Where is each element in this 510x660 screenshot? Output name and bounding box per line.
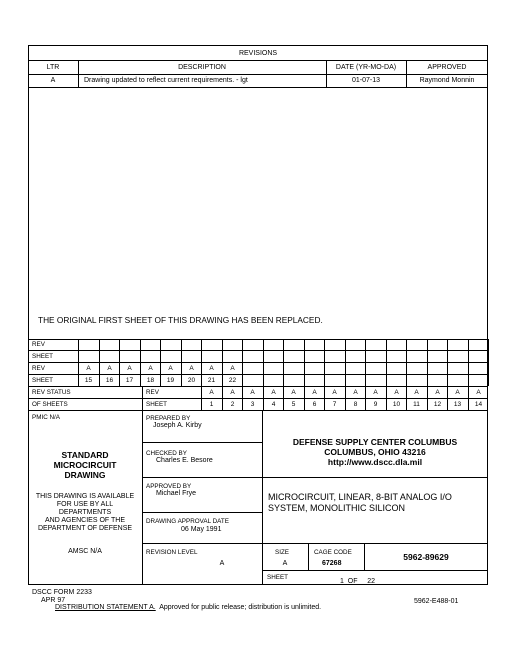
availability-line-1: THIS DRAWING IS AVAILABLE <box>35 493 135 500</box>
of-sheets-cell-13: 13 <box>453 401 462 408</box>
rev-status-cell-7: A <box>332 389 337 396</box>
rev-status-cell-3: A <box>250 389 255 396</box>
of-sheets-cell-11: 11 <box>413 401 420 408</box>
sheet-of: 1 OF 22 <box>340 578 376 585</box>
rev-status-cell-5: A <box>291 389 296 396</box>
of-sheets-cell-10: 10 <box>392 401 401 408</box>
of-sheets-cell-14: 14 <box>474 401 483 408</box>
rev-status-cell-4: A <box>271 389 276 396</box>
rev-cell-22: A <box>230 365 235 372</box>
availability-line-4: AND AGENCIES OF THE <box>45 517 125 524</box>
grid-label-rev-status: REV STATUS <box>32 389 71 396</box>
distribution-text: Approved for public release; distribution is unlimited. <box>155 604 322 611</box>
approved-label: APPROVED BY <box>146 483 192 490</box>
document-code: 5962-E488-01 <box>414 598 459 605</box>
sheet-cell-18: 18 <box>146 377 155 384</box>
rev-status-cell-10: A <box>394 389 399 396</box>
rev-description: Drawing updated to reflect current requirements. - lgt <box>84 77 248 84</box>
approved-header: APPROVED <box>427 64 467 71</box>
of-sheets-cell-8: 8 <box>353 401 358 408</box>
org-url: http://www.dscc.dla.mil <box>327 457 423 467</box>
form-number: DSCC FORM 2233 <box>32 589 92 596</box>
amsc: AMSC N/A <box>68 548 102 555</box>
sheet-label: SHEET <box>146 401 167 408</box>
grid-label-of-sheets: OF SHEETS <box>32 401 68 408</box>
distribution-label: DISTRIBUTION STATEMENT A. <box>55 604 156 611</box>
of-sheets-cell-7: 7 <box>332 401 337 408</box>
rev-label: REV <box>146 389 159 396</box>
sheet-cell-16: 16 <box>105 377 114 384</box>
of-sheets-cell-6: 6 <box>312 401 317 408</box>
prepared-label: PREPARED BY <box>146 415 191 422</box>
rev-date: 01-07-13 <box>351 77 381 84</box>
rev-status-cell-9: A <box>373 389 378 396</box>
replaced-note: THE ORIGINAL FIRST SHEET OF THIS DRAWING HAS BEEN REPLACED. <box>38 315 323 325</box>
pmic: PMIC N/A <box>32 414 60 421</box>
description-header: DESCRIPTION <box>178 64 226 71</box>
revision-level: A <box>219 560 225 567</box>
rev-cell-21: A <box>209 365 214 372</box>
rev-cell-19: A <box>168 365 173 372</box>
date-header: DATE (YR-MO-DA) <box>335 64 397 71</box>
rev-status-cell-1: A <box>209 389 214 396</box>
standard-line-3: DRAWING <box>64 470 106 480</box>
grid-label-sheet-1: SHEET <box>32 353 53 360</box>
rev-status-cell-8: A <box>353 389 358 396</box>
standard-line-1: STANDARD <box>61 450 109 460</box>
approval-date-label: DRAWING APPROVAL DATE <box>146 518 229 525</box>
cage-code-label: CAGE CODE <box>314 549 352 556</box>
document-number: 5962-89629 <box>403 552 449 562</box>
of-sheets-cell-9: 9 <box>373 401 378 408</box>
title-line-1: MICROCIRCUIT, LINEAR, 8-BIT ANALOG I/O <box>268 492 452 502</box>
revisions-title: REVISIONS <box>238 50 278 57</box>
revision-level-label: REVISION LEVEL <box>146 549 198 556</box>
rev-cell-20: A <box>189 365 194 372</box>
of-sheets-cell-5: 5 <box>291 401 296 408</box>
sheet-cell-20: 20 <box>187 377 196 384</box>
rev-cell-18: A <box>148 365 153 372</box>
distribution-statement <box>55 604 321 612</box>
sheet-label-footer: SHEET <box>267 574 288 581</box>
rev-approved: Raymond Monnin <box>419 77 475 84</box>
org-line-1: DEFENSE SUPPLY CENTER COLUMBUS <box>292 437 458 447</box>
of-sheets-cell-3: 3 <box>250 401 255 408</box>
rev-cell-17: A <box>127 365 132 372</box>
of-sheets-cell-12: 12 <box>433 401 442 408</box>
approved-by: Michael Frye <box>156 490 197 497</box>
availability-line-2: FOR USE BY ALL <box>56 501 114 508</box>
grid-label-rev-2: REV <box>32 365 45 372</box>
title-line-2: SYSTEM, MONOLITHIC SILICON <box>268 503 406 513</box>
prepared-by: Joseph A. Kirby <box>153 422 202 429</box>
grid-label-sheet-2: SHEET <box>32 377 53 384</box>
rev-ltr: A <box>50 77 56 84</box>
rev-status-cell-13: A <box>455 389 460 396</box>
availability-line-3: DEPARTMENTS <box>58 509 112 516</box>
rev-status-cell-2: A <box>230 389 235 396</box>
rev-status-cell-12: A <box>435 389 440 396</box>
rev-status-cell-6: A <box>312 389 317 396</box>
cage-code: 67268 <box>322 560 342 567</box>
checked-label: CHECKED BY <box>146 450 187 457</box>
rev-cell-15: A <box>86 365 91 372</box>
rev-cell-16: A <box>107 365 112 372</box>
sheet-cell-19: 19 <box>166 377 175 384</box>
sheet-cell-15: 15 <box>84 377 93 384</box>
of-sheets-cell-4: 4 <box>271 401 276 408</box>
rev-status-cell-11: A <box>414 389 419 396</box>
sheet-cell-22: 22 <box>228 377 237 384</box>
availability-line-5: DEPARTMENT OF DEFENSE <box>37 525 133 532</box>
ltr-header: LTR <box>46 64 60 71</box>
size-label: SIZE <box>275 549 289 556</box>
rev-status-cell-14: A <box>476 389 481 396</box>
sheet-cell-21: 21 <box>207 377 216 384</box>
of-sheets-cell-1: 1 <box>209 401 214 408</box>
standard-line-2: MICROCIRCUIT <box>53 460 117 470</box>
form-date: APR 97 <box>41 597 66 604</box>
grid-label-rev-1: REV <box>32 341 45 348</box>
org-line-2: COLUMBUS, OHIO 43216 <box>324 447 426 457</box>
checked-by: Charles E. Besore <box>156 457 213 464</box>
of-sheets-cell-2: 2 <box>230 401 235 408</box>
sheet-cell-17: 17 <box>125 377 134 384</box>
approval-date: 06 May 1991 <box>181 526 222 533</box>
size-value: A <box>282 560 288 567</box>
